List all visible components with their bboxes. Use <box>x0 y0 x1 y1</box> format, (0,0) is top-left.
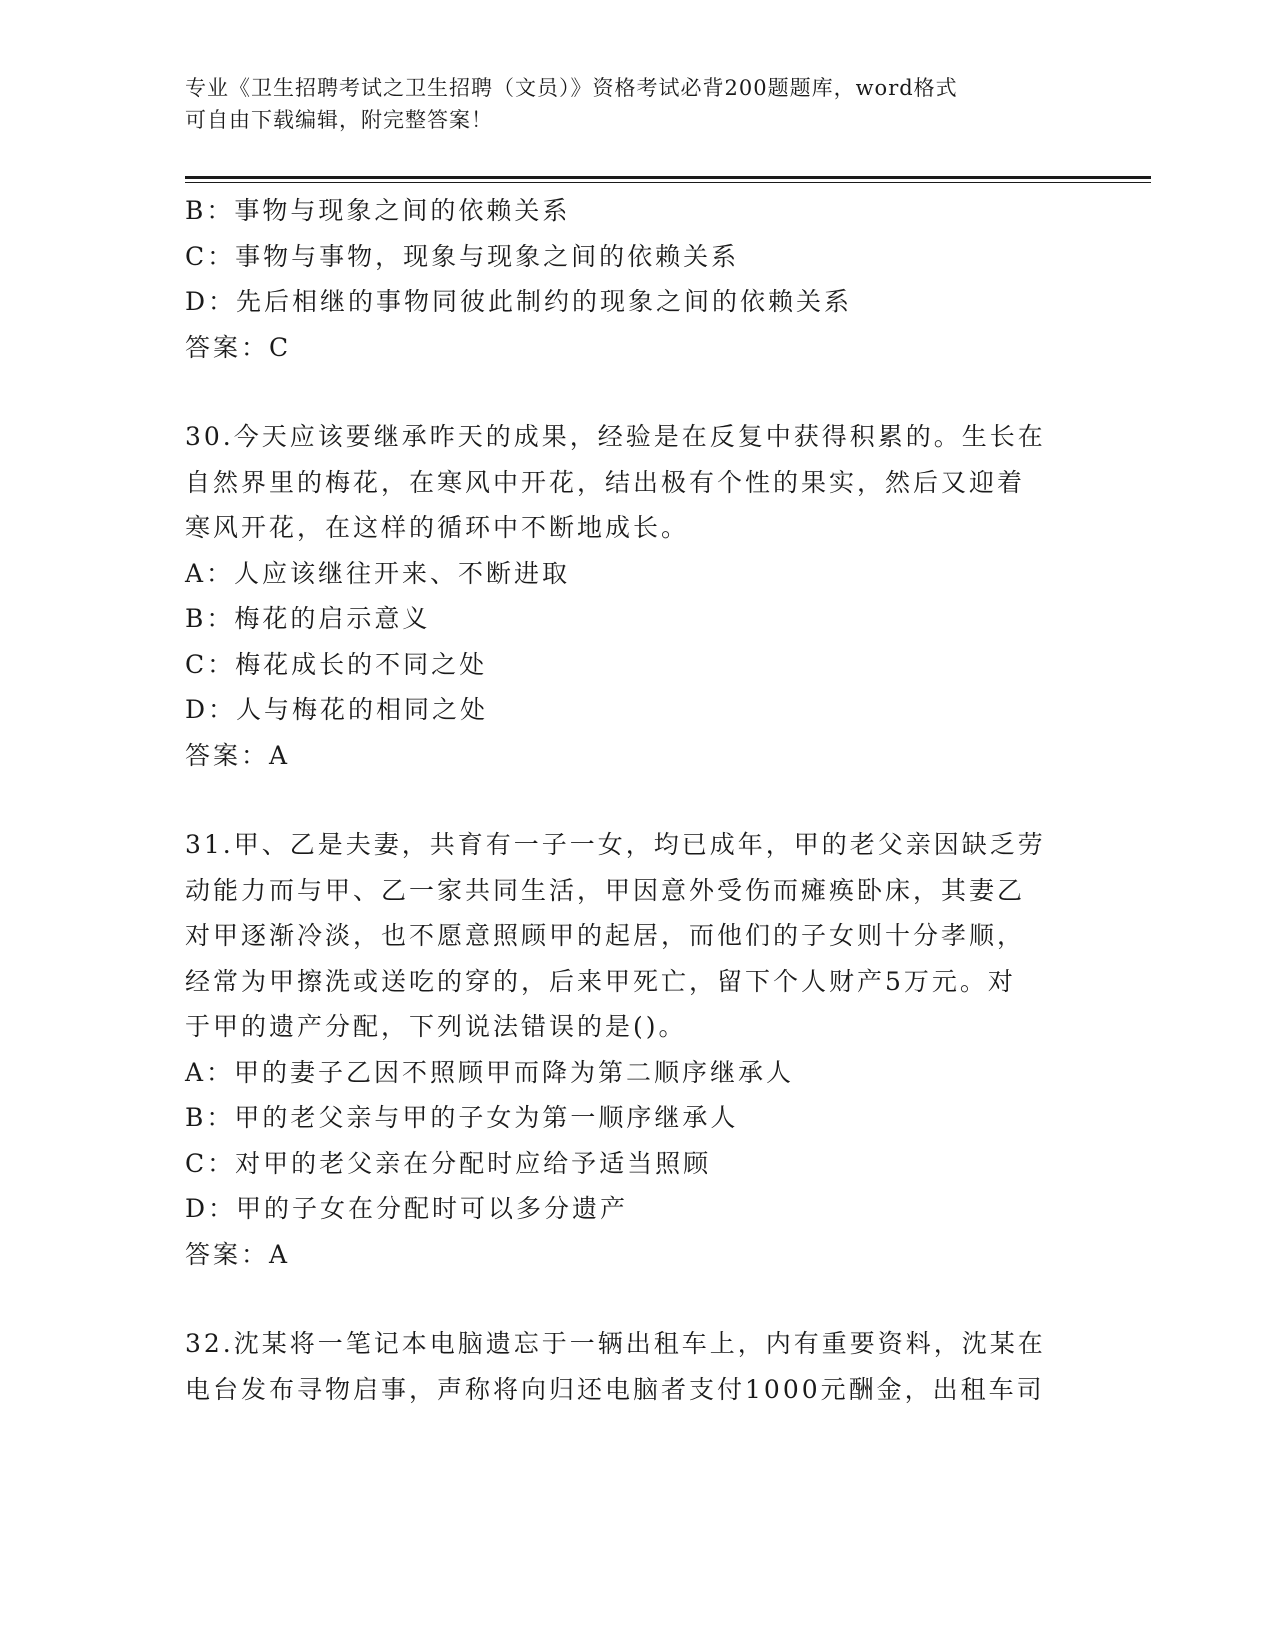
question-stem-line: 于甲的遗产分配，下列说法错误的是()。 <box>185 1012 687 1041</box>
header-title-line-1: 专业《卫生招聘考试之卫生招聘（文员）》资格考试必背200题题库，word格式 <box>185 76 958 100</box>
spacer <box>185 1277 1085 1321</box>
option-c: C：对甲的老父亲在分配时应给予适当照顾 <box>185 1148 712 1178</box>
answer: 答案：A <box>185 1239 291 1269</box>
option-b: B：甲的老父亲与甲的子女为第一顺序继承人 <box>185 1103 739 1132</box>
question-stem-line: 自然界里的梅花，在寒风中开花，结出极有个性的果实，然后又迎着 <box>185 467 1026 497</box>
question-32 <box>185 1321 1085 1412</box>
option-d: D：人与梅花的相同之处 <box>185 695 489 724</box>
spacer <box>185 778 1085 822</box>
answer: 答案：C <box>185 332 292 362</box>
option-a: A：人应该继往开来、不断进取 <box>185 558 571 588</box>
question-stem-line: 寒风开花，在这样的循环中不断地成长。 <box>185 513 690 542</box>
option-c: C：事物与事物，现象与现象之间的依赖关系 <box>185 241 740 271</box>
question-stem-line: 电台发布寻物启事，声称将向归还电脑者支付1000元酬金，出租车司 <box>185 1374 1045 1404</box>
question-30 <box>185 414 1085 778</box>
option-b: B：梅花的启示意义 <box>185 604 431 633</box>
document-header <box>185 72 1065 136</box>
option-a: A：甲的妻子乙因不照顾甲而降为第二顺序继承人 <box>185 1057 795 1087</box>
header-divider-thick <box>185 176 1151 179</box>
question-29 <box>185 188 1085 370</box>
question-stem-line: 30.今天应该要继承昨天的成果，经验是在反复中获得积累的。生长在 <box>185 422 1046 451</box>
question-stem-line: 动能力而与甲、乙一家共同生活，甲因意外受伤而瘫痪卧床，其妻乙 <box>185 875 1026 905</box>
question-stem-line: 经常为甲擦洗或送吃的穿的，后来甲死亡，留下个人财产5万元。对 <box>185 966 1016 996</box>
question-stem-line: 31.甲、乙是夫妻，共育有一子一女，均已成年，甲的老父亲因缺乏劳 <box>185 830 1046 859</box>
option-b: B：事物与现象之间的依赖关系 <box>185 196 571 225</box>
question-stem-line: 32.沈某将一笔记本电脑遗忘于一辆出租车上，内有重要资料，沈某在 <box>185 1329 1046 1358</box>
question-stem-line: 对甲逐渐冷淡，也不愿意照顾甲的起居，而他们的子女则十分孝顺， <box>185 921 1026 950</box>
option-d: D：先后相继的事物同彼此制约的现象之间的依赖关系 <box>185 287 853 316</box>
spacer <box>185 370 1085 414</box>
header-title-line-2: 可自由下载编辑，附完整答案！ <box>185 108 493 132</box>
option-d: D：甲的子女在分配时可以多分遗产 <box>185 1194 629 1223</box>
question-31 <box>185 822 1085 1277</box>
answer: 答案：A <box>185 740 291 770</box>
header-divider-thin <box>185 182 1151 183</box>
option-c: C：梅花成长的不同之处 <box>185 649 488 679</box>
question-content <box>185 188 1085 1412</box>
